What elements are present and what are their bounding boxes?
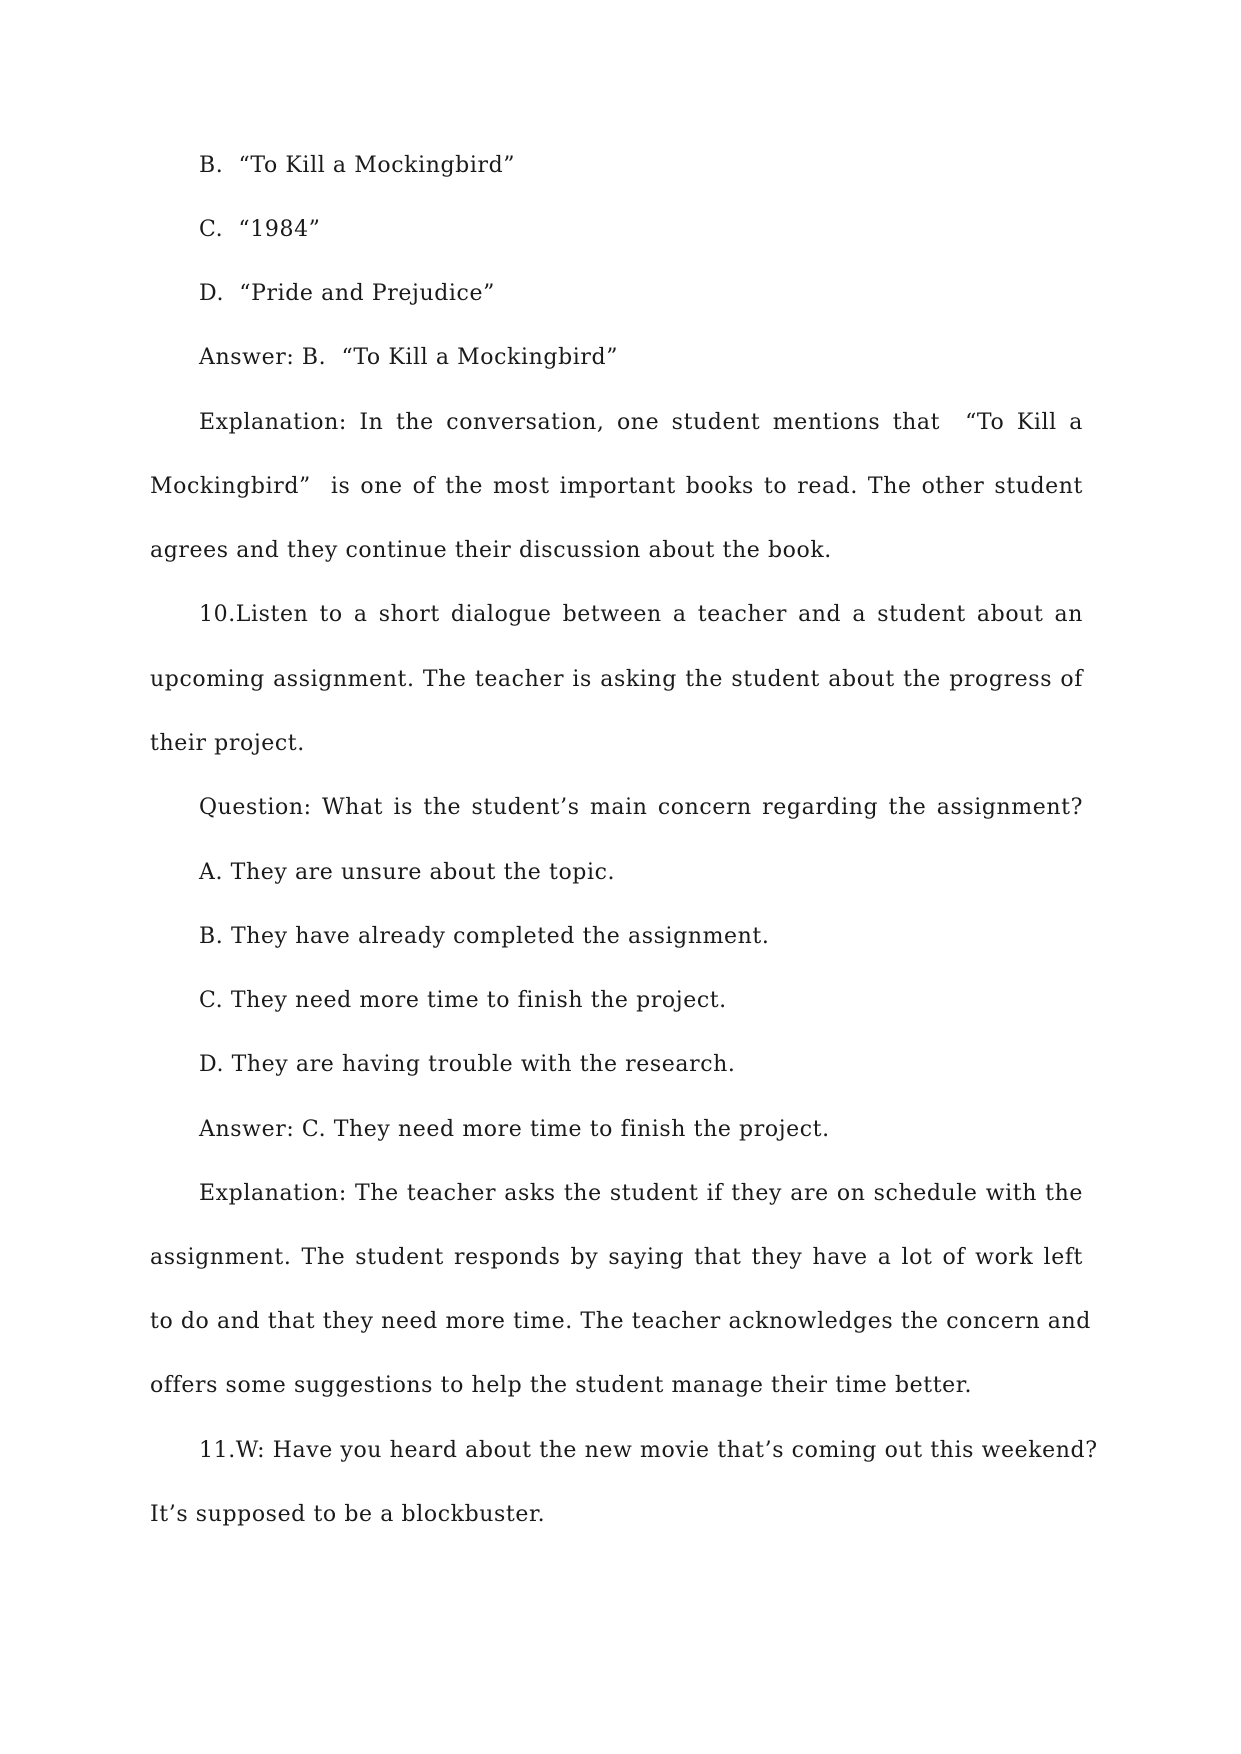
question-11-line-1: 11.W: Have you heard about the new movie that’s coming out this weekend? bbox=[199, 1438, 1098, 1463]
option-c-text: C. They need more time to finish the project. bbox=[199, 988, 727, 1013]
option-a-text: A. They are unsure about the topic. bbox=[199, 860, 616, 885]
question-11-line-2: It’s supposed to be a blockbuster. bbox=[150, 1502, 546, 1527]
explanation-line-1: Explanation: The teacher asks the student if they are on schedule with the bbox=[199, 1181, 1083, 1206]
option-b-text: B. They have already completed the assignment. bbox=[199, 924, 770, 949]
option-b-text: B. “To Kill a Mockingbird” bbox=[199, 153, 516, 178]
question-10-line-3: their project. bbox=[150, 731, 305, 756]
question-10-line-1: 10.Listen to a short dialogue between a teacher and a student about an bbox=[199, 602, 1083, 627]
question-text: Question: What is the student’s main concern regarding the assignment? bbox=[199, 795, 1083, 820]
explanation-line-4: offers some suggestions to help the student manage their time better. bbox=[150, 1373, 973, 1398]
option-c-text: C. “1984” bbox=[199, 217, 321, 242]
question-10-line-2: upcoming assignment. The teacher is asking the student about the progress of bbox=[150, 667, 1083, 692]
answer-text: Answer: B. “To Kill a Mockingbird” bbox=[199, 345, 619, 370]
option-d-text: D. They are having trouble with the research. bbox=[199, 1052, 736, 1077]
option-d-text: D. “Pride and Prejudice” bbox=[199, 281, 495, 306]
explanation-line-2: assignment. The student responds by saying that they have a lot of work left bbox=[150, 1245, 1083, 1270]
explanation-line-3: to do and that they need more time. The teacher acknowledges the concern and bbox=[150, 1309, 1091, 1334]
explanation-line-3: agrees and they continue their discussion about the book. bbox=[150, 538, 832, 563]
explanation-line-2: Mockingbird” is one of the most important books to read. The other student bbox=[150, 474, 1083, 499]
explanation-line-1: Explanation: In the conversation, one student mentions that “To Kill a bbox=[199, 410, 1083, 435]
answer-text: Answer: C. They need more time to finish the project. bbox=[199, 1117, 830, 1142]
